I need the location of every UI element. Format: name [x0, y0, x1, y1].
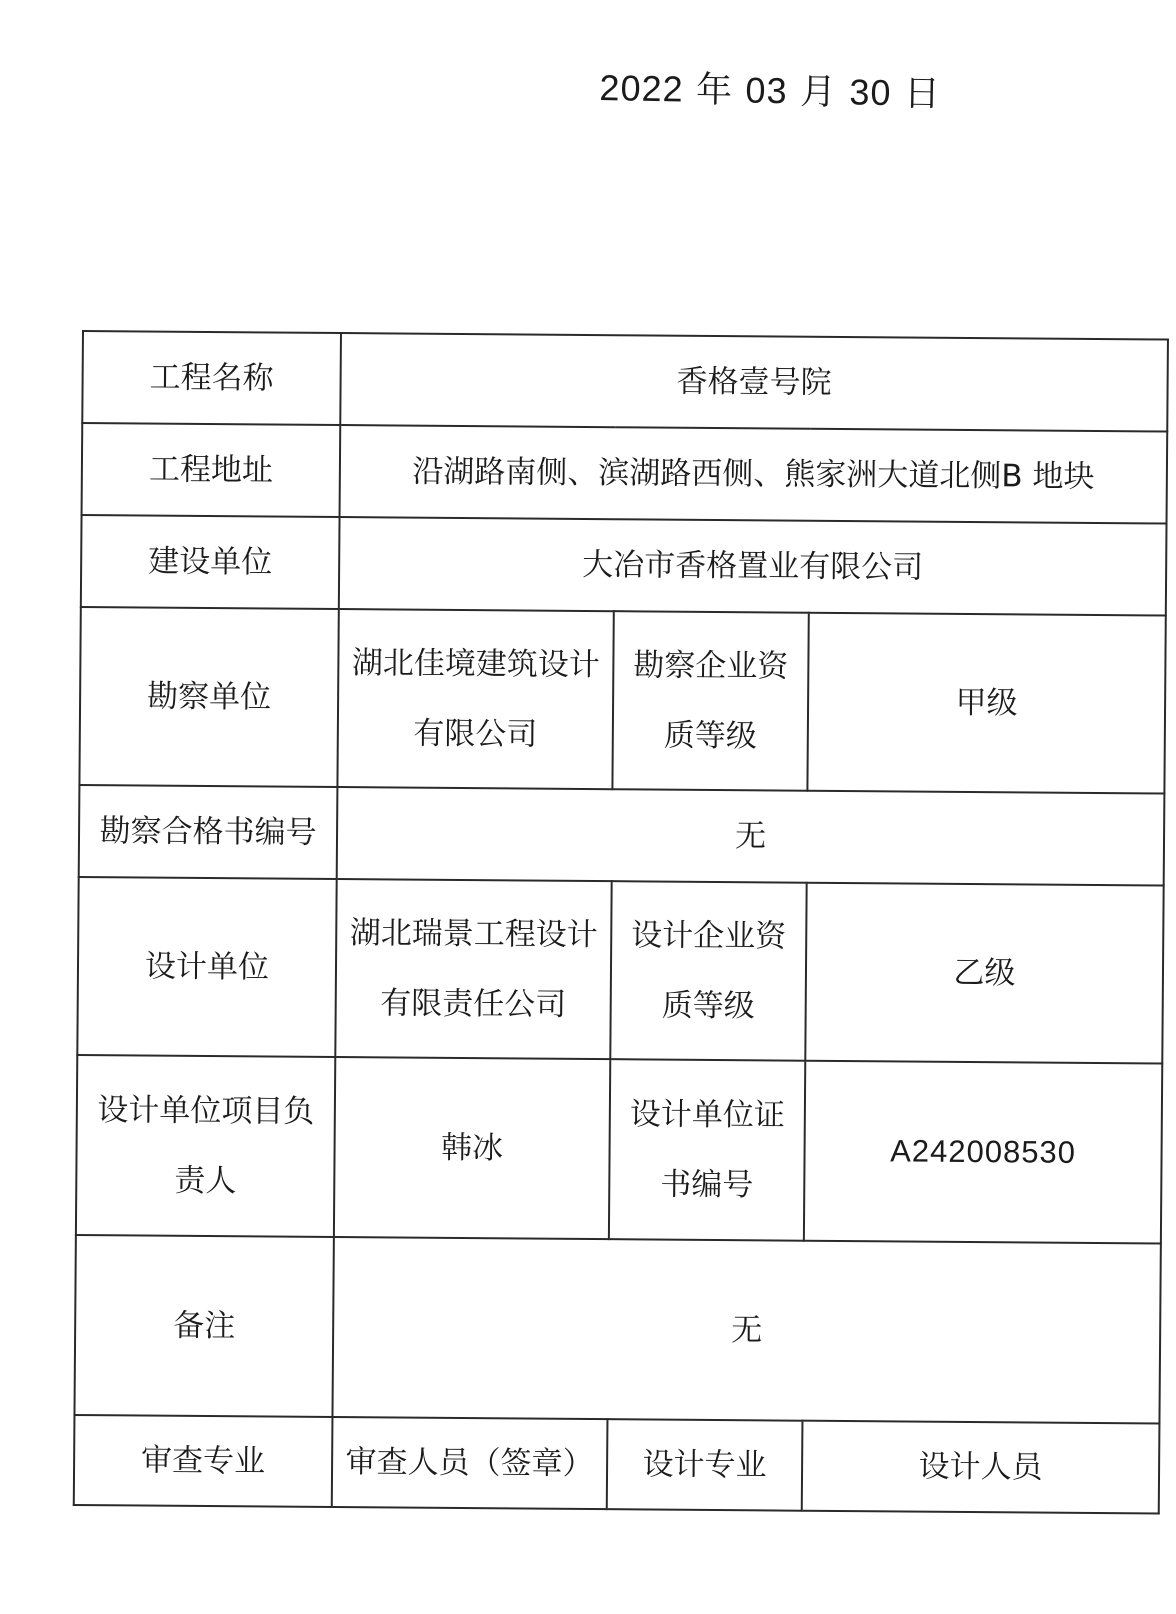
remarks-label: 备注 [74, 1235, 333, 1417]
survey-unit-name-line2: 有限公司 [413, 715, 538, 753]
project-address-label: 工程地址 [82, 423, 341, 517]
design-grade-label [610, 881, 806, 1061]
row-survey-cert [79, 785, 1165, 886]
survey-unit-name [337, 609, 613, 789]
date-day: 30 [849, 71, 892, 114]
designer-header: 设计人员 [802, 1421, 1160, 1514]
design-unit-name-line1: 湖北瑞景工程设计 [349, 915, 598, 954]
project-name-value: 香格壹号院 [340, 333, 1168, 431]
design-major-header: 设计专业 [607, 1419, 803, 1511]
survey-cert-value: 无 [337, 787, 1165, 885]
date-year: 2022 [599, 66, 684, 110]
project-info-sheet [73, 330, 1167, 1514]
remarks-value: 无 [332, 1237, 1160, 1423]
row-survey-unit [79, 607, 1165, 794]
row-footer [74, 1415, 1160, 1514]
row-design-unit [77, 877, 1163, 1064]
survey-grade-label [612, 611, 808, 791]
design-grade-label-line1: 设计企业资 [631, 917, 787, 955]
document-date [599, 60, 941, 117]
survey-grade-value: 甲级 [807, 613, 1165, 794]
survey-cert-label: 勘察合格书编号 [79, 785, 338, 879]
design-grade-value: 乙级 [805, 883, 1163, 1064]
design-unit-label: 设计单位 [77, 877, 336, 1057]
date-year-unit: 年 [695, 69, 734, 112]
design-lead-label [76, 1055, 335, 1237]
project-name-label: 工程名称 [82, 331, 341, 425]
row-project-name [82, 331, 1168, 432]
date-month: 03 [745, 69, 788, 112]
design-cert-number: A242008530 [804, 1061, 1162, 1244]
project-address-value: 沿湖路南侧、滨湖路西侧、熊家洲大道北侧B 地块 [340, 425, 1168, 523]
row-project-address [82, 423, 1168, 524]
design-unit-name [335, 879, 611, 1059]
project-info-table [73, 330, 1169, 1515]
design-unit-name-line2: 有限责任公司 [380, 985, 567, 1023]
builder-label: 建设单位 [81, 515, 340, 609]
row-remarks [74, 1235, 1160, 1424]
reviewer-header: 审查人员（签章） [332, 1417, 608, 1509]
survey-grade-label-line2: 质等级 [663, 717, 757, 755]
design-lead-name: 韩冰 [334, 1057, 610, 1239]
review-major-header: 审查专业 [74, 1415, 333, 1507]
survey-unit-name-line1: 湖北佳境建筑设计 [351, 645, 601, 684]
date-month-unit: 月 [799, 71, 838, 114]
builder-value: 大冶市香格置业有限公司 [339, 517, 1167, 615]
row-builder [81, 515, 1167, 616]
date-day-unit: 日 [903, 73, 942, 115]
survey-grade-label-line1: 勘察企业资 [633, 647, 789, 685]
design-lead-label-line1: 设计单位项目负 [97, 1092, 315, 1130]
design-grade-label-line2: 质等级 [661, 987, 755, 1025]
row-design-lead [76, 1055, 1162, 1244]
design-cert-label [609, 1059, 805, 1241]
design-lead-label-line2: 责人 [174, 1162, 237, 1200]
design-cert-label-line1: 设计单位证 [629, 1096, 785, 1134]
survey-unit-label: 勘察单位 [79, 607, 338, 787]
design-cert-label-line2: 书编号 [660, 1166, 754, 1204]
